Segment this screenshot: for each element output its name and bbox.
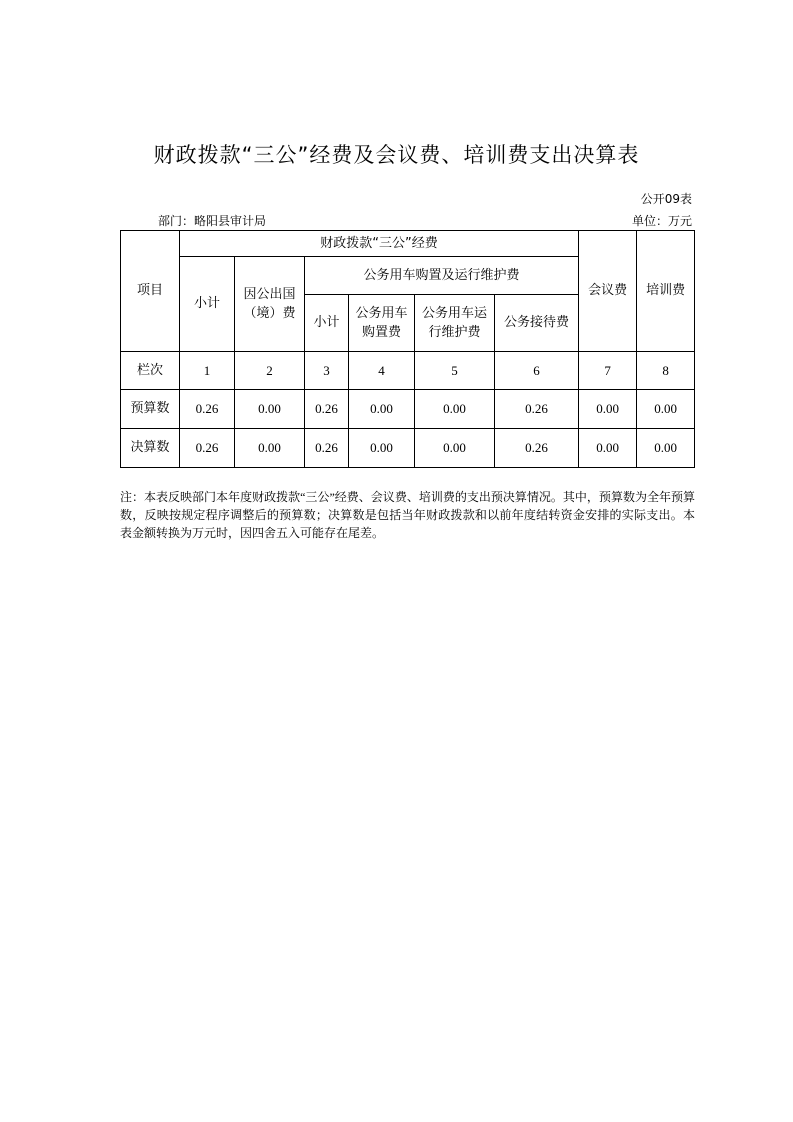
header-reception: 公务接待费	[495, 295, 579, 352]
column-number: 2	[235, 352, 305, 390]
column-number: 4	[349, 352, 415, 390]
table-cell: 0.26	[180, 429, 235, 468]
table-cell: 0.00	[579, 390, 637, 429]
table-cell: 0.26	[495, 390, 579, 429]
header-subtotal: 小计	[180, 257, 235, 352]
table-cell: 0.00	[349, 390, 415, 429]
table-cell: 0.26	[495, 429, 579, 468]
header-vehicle-subtotal: 小计	[305, 295, 349, 352]
column-number: 1	[180, 352, 235, 390]
header-training: 培训费	[637, 231, 695, 352]
footnote: 注：本表反映部门本年度财政拨款“三公”经费、会议费、培训费的支出预决算情况。其中，预算数为全年预算数，反映按规定程序调整后的预算数；决算数是包括当年财政拨款和以前年度结转资金安排的实际支出。本表金额转换为万元时，因四舍五入可能存在尾差。	[120, 490, 695, 540]
table-cell: 0.26	[305, 390, 349, 429]
table-row	[121, 429, 695, 468]
header-vehicle-operation: 公务用车运行维护费	[415, 295, 495, 352]
column-number: 3	[305, 352, 349, 390]
unit-label: 单位：万元	[631, 214, 692, 228]
header-meeting: 会议费	[579, 231, 637, 352]
table-cell: 0.00	[349, 429, 415, 468]
table-cell: 0.00	[235, 390, 305, 429]
table-cell: 0.26	[305, 429, 349, 468]
column-number-row	[121, 352, 695, 390]
column-number: 8	[637, 352, 695, 390]
expense-table	[120, 230, 695, 468]
header-abroad: 因公出国（境）费	[235, 257, 305, 352]
header-three-public: 财政拨款“三公”经费	[180, 231, 579, 257]
table-cell: 0.00	[415, 390, 495, 429]
department-label: 部门：略阳县审计局	[158, 214, 267, 228]
table-code: 公开09表	[640, 192, 692, 206]
column-number: 5	[415, 352, 495, 390]
table-cell: 0.00	[415, 429, 495, 468]
header-vehicle: 公务用车购置及运行维护费	[305, 257, 579, 295]
header-vehicle-purchase: 公务用车购置费	[349, 295, 415, 352]
table-cell: 0.00	[235, 429, 305, 468]
column-number: 6	[495, 352, 579, 390]
table-cell: 0.00	[637, 390, 695, 429]
column-number: 7	[579, 352, 637, 390]
table-row	[121, 390, 695, 429]
page-title: 财政拨款“三公”经费及会议费、培训费支出决算表	[153, 143, 640, 167]
column-number-label: 栏次	[121, 352, 180, 390]
table-cell: 0.26	[180, 390, 235, 429]
row-label-budget: 预算数	[121, 390, 180, 429]
header-item: 项目	[121, 231, 180, 352]
row-label-actual: 决算数	[121, 429, 180, 468]
table-cell: 0.00	[637, 429, 695, 468]
table-cell: 0.00	[579, 429, 637, 468]
